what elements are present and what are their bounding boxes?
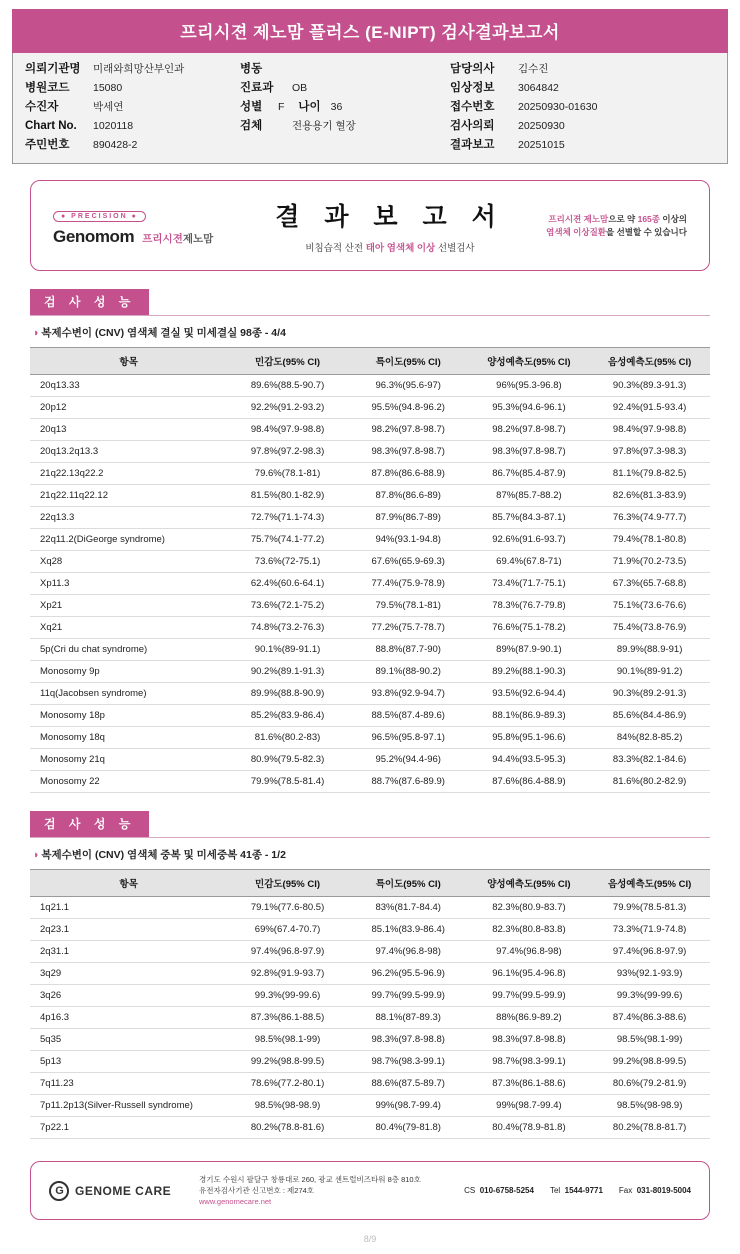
page-number: 8/9 (363, 1234, 377, 1244)
brand-name: Genomom (53, 226, 135, 246)
page-title: 프리시젼 제노맘 플러스 (E-NIPT) 검사결과보고서 (12, 9, 728, 53)
cell-npv: 75.4%(73.8-76.9) (589, 617, 710, 639)
cell-item: 22q11.2(DiGeorge syndrome) (30, 529, 227, 551)
cell-specificity: 99%(98.7-99.4) (348, 1095, 469, 1117)
cell-npv: 80.6%(79.2-81.9) (589, 1073, 710, 1095)
info-row (450, 81, 715, 96)
patient-info-column-1 (25, 62, 240, 153)
cell-specificity: 98.2%(97.8-98.7) (348, 419, 469, 441)
cell-npv: 73.3%(71.9-74.8) (589, 919, 710, 941)
info-label: 진료과 (240, 82, 274, 94)
info-value: 20250930 (518, 120, 565, 132)
table-header-row (30, 348, 710, 375)
cell-item: Xp21 (30, 595, 227, 617)
cell-specificity: 98.7%(98.3-99.1) (348, 1051, 469, 1073)
cell-item: Xq28 (30, 551, 227, 573)
info-label-age: 나이 (298, 101, 321, 113)
cell-item: Xq21 (30, 617, 227, 639)
cell-npv: 79.9%(78.5-81.3) (589, 897, 710, 919)
info-row (240, 100, 450, 115)
patient-info-box (12, 53, 728, 164)
company-address (199, 1174, 464, 1207)
info-label: 병동 (240, 63, 263, 75)
cell-sensitivity: 98.4%(97.9-98.8) (227, 419, 348, 441)
cell-specificity: 83%(81.7-84.4) (348, 897, 469, 919)
cell-specificity: 96.5%(95.8-97.1) (348, 727, 469, 749)
info-label: 접수번호 (450, 101, 495, 113)
cell-npv: 98.5%(98.1-99) (589, 1029, 710, 1051)
cell-ppv: 85.7%(84.3-87.1) (469, 507, 590, 529)
cell-sensitivity: 73.6%(72-75.1) (227, 551, 348, 573)
cell-ppv: 96.1%(95.4-96.8) (469, 963, 590, 985)
cell-item: 7p11.2p13(Silver-Russell syndrome) (30, 1095, 227, 1117)
cell-npv: 81.6%(80.2-82.9) (589, 771, 710, 793)
info-value: F (278, 101, 285, 113)
table-row (30, 1117, 710, 1139)
info-value: 890428-2 (93, 139, 138, 151)
cell-sensitivity: 81.6%(80.2-83) (227, 727, 348, 749)
info-label: Chart No. (25, 120, 77, 132)
cell-specificity: 99.7%(99.5-99.9) (348, 985, 469, 1007)
cell-item: 21q22.11q22.12 (30, 485, 227, 507)
column-header: 항목 (30, 348, 227, 375)
cell-npv: 90.3%(89.2-91.3) (589, 683, 710, 705)
cell-sensitivity: 80.9%(79.5-82.3) (227, 749, 348, 771)
report-title: 결 과 보 고 서 (275, 203, 505, 231)
table-row (30, 375, 710, 397)
table-header-row (30, 870, 710, 897)
performance-table-deletions (30, 347, 710, 793)
cell-item: 3q26 (30, 985, 227, 1007)
info-row (450, 100, 715, 115)
contact-info (464, 1186, 691, 1195)
table-row (30, 749, 710, 771)
address-line-2: 유전자검사기관 신고번호 : 제274호 (199, 1186, 315, 1195)
cell-sensitivity: 79.6%(78.1-81) (227, 463, 348, 485)
cell-ppv: 99.7%(99.5-99.9) (469, 985, 590, 1007)
cell-specificity: 93.8%(92.9-94.7) (348, 683, 469, 705)
table-row (30, 1051, 710, 1073)
cell-ppv: 98.2%(97.8-98.7) (469, 419, 590, 441)
cell-sensitivity: 97.4%(96.8-97.9) (227, 941, 348, 963)
cell-specificity: 87.9%(86.7-89) (348, 507, 469, 529)
cell-ppv: 76.6%(75.1-78.2) (469, 617, 590, 639)
cell-npv: 84%(82.8-85.2) (589, 727, 710, 749)
cell-npv: 89.9%(88.9-91) (589, 639, 710, 661)
cell-specificity: 80.4%(79-81.8) (348, 1117, 469, 1139)
cell-npv: 99.2%(98.8-99.5) (589, 1051, 710, 1073)
info-value: 박세연 (93, 101, 124, 113)
cell-npv: 97.8%(97.3-98.3) (589, 441, 710, 463)
table-row (30, 1007, 710, 1029)
cell-sensitivity: 79.9%(78.5-81.4) (227, 771, 348, 793)
info-row (450, 62, 715, 77)
cell-npv: 92.4%(91.5-93.4) (589, 397, 710, 419)
cell-npv: 71.9%(70.2-73.5) (589, 551, 710, 573)
info-label: 검체 (240, 120, 263, 132)
section-subtitle: ◑ 복제수변이 (CNV) 염색체 중복 및 미세중복 41종 - 1/2 (32, 849, 286, 861)
cell-ppv: 99%(98.7-99.4) (469, 1095, 590, 1117)
info-label: 주민번호 (25, 139, 70, 151)
cell-specificity: 85.1%(83.9-86.4) (348, 919, 469, 941)
cell-specificity: 96.2%(95.5-96.9) (348, 963, 469, 985)
cell-ppv: 88.1%(86.9-89.3) (469, 705, 590, 727)
tel-contact: Tel 1544-9771 (549, 1186, 603, 1195)
info-row (240, 119, 450, 134)
cell-sensitivity: 89.9%(88.8-90.9) (227, 683, 348, 705)
cell-sensitivity: 62.4%(60.6-64.1) (227, 573, 348, 595)
cell-sensitivity: 99.2%(98.8-99.5) (227, 1051, 348, 1073)
section-subtitle: ◑ 복제수변이 (CNV) 염색체 결실 및 미세결실 98종 - 4/4 (32, 327, 286, 339)
cell-item: 20q13.2q13.3 (30, 441, 227, 463)
website-link[interactable]: www.genomecare.net (199, 1197, 272, 1206)
cell-ppv: 82.3%(80.8-83.8) (469, 919, 590, 941)
info-value: 3064842 (518, 82, 559, 94)
info-value: 1020118 (93, 120, 134, 132)
cell-npv: 76.3%(74.9-77.7) (589, 507, 710, 529)
cell-npv: 80.2%(78.8-81.7) (589, 1117, 710, 1139)
cell-specificity: 79.5%(78.1-81) (348, 595, 469, 617)
info-row (25, 62, 240, 77)
cell-sensitivity: 78.6%(77.2-80.1) (227, 1073, 348, 1095)
cell-ppv: 98.3%(97.8-98.7) (469, 441, 590, 463)
table-row (30, 919, 710, 941)
report-note: 프리시젼 제노맘으로 약 165종 이상의 염색체 이상질환을 선별할 수 있습니다 (546, 213, 687, 237)
info-value: 미래와희망산부인과 (93, 63, 185, 75)
cell-item: Xp11.3 (30, 573, 227, 595)
cell-ppv: 69.4%(67.8-71) (469, 551, 590, 573)
info-value: 전용용기 혈장 (292, 120, 356, 132)
table-row (30, 1095, 710, 1117)
column-header: 음성예측도(95% CI) (589, 870, 710, 897)
info-row (25, 81, 240, 96)
cell-specificity: 89.1%(88-90.2) (348, 661, 469, 683)
cell-item: Monosomy 21q (30, 749, 227, 771)
column-header: 음성예측도(95% CI) (589, 348, 710, 375)
cell-sensitivity: 90.2%(89.1-91.3) (227, 661, 348, 683)
cell-npv: 67.3%(65.7-68.8) (589, 573, 710, 595)
cell-sensitivity: 85.2%(83.9-86.4) (227, 705, 348, 727)
cell-sensitivity: 79.1%(77.6-80.5) (227, 897, 348, 919)
column-header: 특이도(95% CI) (348, 870, 469, 897)
cell-npv: 87.4%(86.3-88.6) (589, 1007, 710, 1029)
cell-ppv: 82.3%(80.9-83.7) (469, 897, 590, 919)
cell-npv: 93%(92.1-93.9) (589, 963, 710, 985)
info-row (25, 119, 240, 134)
table-row (30, 897, 710, 919)
cell-item: Monosomy 22 (30, 771, 227, 793)
table-row (30, 617, 710, 639)
section-header (30, 811, 710, 838)
report-title-block (258, 197, 522, 254)
bullet-icon: ◑ (32, 849, 39, 861)
info-value: 20250930-01630 (518, 101, 598, 113)
cell-item: 7q11.23 (30, 1073, 227, 1095)
cell-specificity: 95.2%(94.4-96) (348, 749, 469, 771)
brand-name-kr: 프리시젼제노맘 (142, 232, 214, 245)
genome-care-name: GENOME CARE (75, 1183, 172, 1198)
cs-contact: CS 010-6758-5254 (464, 1186, 534, 1195)
cell-item: 5q35 (30, 1029, 227, 1051)
genome-care-mark-icon: G (49, 1181, 69, 1201)
info-row (240, 62, 450, 77)
cell-ppv: 96%(95.3-96.8) (469, 375, 590, 397)
cell-ppv: 86.7%(85.4-87.9) (469, 463, 590, 485)
cell-item: 2q31.1 (30, 941, 227, 963)
precision-badge: ● PRECISION ● (53, 211, 146, 222)
cell-specificity: 88.6%(87.5-89.7) (348, 1073, 469, 1095)
cell-sensitivity: 75.7%(74.1-77.2) (227, 529, 348, 551)
cell-ppv: 87%(85.7-88.2) (469, 485, 590, 507)
cell-npv: 90.1%(89-91.2) (589, 661, 710, 683)
info-label: 결과보고 (450, 139, 495, 151)
cell-item: Monosomy 18p (30, 705, 227, 727)
cell-sensitivity: 80.2%(78.8-81.6) (227, 1117, 348, 1139)
patient-info-column-2 (240, 62, 450, 153)
cell-ppv: 73.4%(71.7-75.1) (469, 573, 590, 595)
cell-item: Monosomy 9p (30, 661, 227, 683)
cell-npv: 98.5%(98-98.9) (589, 1095, 710, 1117)
info-value-age: 36 (330, 101, 343, 113)
table-row (30, 705, 710, 727)
section-performance-deletions (30, 289, 710, 793)
cell-specificity: 88.8%(87.7-90) (348, 639, 469, 661)
table-row (30, 441, 710, 463)
performance-table-duplications (30, 869, 710, 1139)
cell-ppv: 80.4%(78.9-81.8) (469, 1117, 590, 1139)
info-label: 수진자 (25, 101, 59, 113)
cell-item: 20q13 (30, 419, 227, 441)
cell-item: 5p13 (30, 1051, 227, 1073)
column-header: 특이도(95% CI) (348, 348, 469, 375)
cell-item: 22q13.3 (30, 507, 227, 529)
cell-ppv: 93.5%(92.6-94.4) (469, 683, 590, 705)
info-label: 의뢰기관명 (25, 63, 81, 75)
patient-info-column-3 (450, 62, 715, 153)
cell-sensitivity: 74.8%(73.2-76.3) (227, 617, 348, 639)
cell-specificity: 88.7%(87.6-89.9) (348, 771, 469, 793)
section-performance-duplications (30, 811, 710, 1139)
table-row (30, 397, 710, 419)
column-header: 양성예측도(95% CI) (469, 348, 590, 375)
table-row (30, 551, 710, 573)
cell-ppv: 95.8%(95.1-96.6) (469, 727, 590, 749)
cell-item: 20q13.33 (30, 375, 227, 397)
address-line-1: 경기도 수원시 팔달구 창룡대로 260, 광교 센트럴비즈타워 8층 810호 (199, 1175, 421, 1184)
cell-sensitivity: 92.2%(91.2-93.2) (227, 397, 348, 419)
cell-specificity: 88.1%(87-89.3) (348, 1007, 469, 1029)
cell-specificity: 98.3%(97.8-98.7) (348, 441, 469, 463)
cell-sensitivity: 98.5%(98-98.9) (227, 1095, 348, 1117)
info-label: 검사의뢰 (450, 120, 495, 132)
genome-care-logo (49, 1181, 199, 1201)
cell-ppv: 98.3%(97.8-98.8) (469, 1029, 590, 1051)
table-row (30, 529, 710, 551)
cell-npv: 82.6%(81.3-83.9) (589, 485, 710, 507)
cell-sensitivity: 99.3%(99-99.6) (227, 985, 348, 1007)
table-row (30, 1073, 710, 1095)
cell-sensitivity: 92.8%(91.9-93.7) (227, 963, 348, 985)
column-header: 양성예측도(95% CI) (469, 870, 590, 897)
table-row (30, 985, 710, 1007)
cell-npv: 97.4%(96.8-97.9) (589, 941, 710, 963)
cell-specificity: 67.6%(65.9-69.3) (348, 551, 469, 573)
column-header: 항목 (30, 870, 227, 897)
cell-item: 3q29 (30, 963, 227, 985)
section-title: 검 사 성 능 (30, 811, 149, 837)
cell-ppv: 98.7%(98.3-99.1) (469, 1051, 590, 1073)
info-value: OB (292, 82, 308, 94)
cell-npv: 98.4%(97.9-98.8) (589, 419, 710, 441)
cell-item: 21q22.13q22.2 (30, 463, 227, 485)
info-label: 담당의사 (450, 63, 495, 75)
table-row (30, 661, 710, 683)
cell-ppv: 89%(87.9-90.1) (469, 639, 590, 661)
cell-sensitivity: 69%(67.4-70.7) (227, 919, 348, 941)
cell-sensitivity: 72.7%(71.1-74.3) (227, 507, 348, 529)
table-row (30, 507, 710, 529)
cell-ppv: 88%(86.9-89.2) (469, 1007, 590, 1029)
cell-specificity: 95.5%(94.8-96.2) (348, 397, 469, 419)
table-row (30, 727, 710, 749)
table-row (30, 771, 710, 793)
cell-item: 4p16.3 (30, 1007, 227, 1029)
report-page (0, 9, 740, 1254)
table-row (30, 485, 710, 507)
cell-npv: 83.3%(82.1-84.6) (589, 749, 710, 771)
section-title: 검 사 성 능 (30, 289, 149, 315)
info-row (450, 119, 715, 134)
table-row (30, 941, 710, 963)
info-label: 임상정보 (450, 82, 495, 94)
cell-ppv: 95.3%(94.6-96.1) (469, 397, 590, 419)
cell-item: Monosomy 18q (30, 727, 227, 749)
table-body (30, 375, 710, 793)
bullet-icon: ◑ (32, 327, 39, 339)
cell-ppv: 89.2%(88.1-90.3) (469, 661, 590, 683)
column-header: 민감도(95% CI) (227, 348, 348, 375)
info-value: 김수진 (518, 63, 549, 75)
cell-ppv: 87.3%(86.1-88.6) (469, 1073, 590, 1095)
cell-sensitivity: 89.6%(88.5-90.7) (227, 375, 348, 397)
report-header-card (30, 180, 710, 271)
cell-item: 20p12 (30, 397, 227, 419)
cell-npv: 81.1%(79.8-82.5) (589, 463, 710, 485)
cell-sensitivity: 81.5%(80.1-82.9) (227, 485, 348, 507)
brand-logo (53, 205, 258, 247)
cell-sensitivity: 98.5%(98.1-99) (227, 1029, 348, 1051)
table-row (30, 1029, 710, 1051)
cell-specificity: 87.8%(86.6-88.9) (348, 463, 469, 485)
cell-specificity: 77.4%(75.9-78.9) (348, 573, 469, 595)
cell-item: 5p(Cri du chat syndrome) (30, 639, 227, 661)
info-value: 15080 (93, 82, 123, 94)
cell-npv: 85.6%(84.4-86.9) (589, 705, 710, 727)
cell-npv: 99.3%(99-99.6) (589, 985, 710, 1007)
cell-npv: 75.1%(73.6-76.6) (589, 595, 710, 617)
cell-specificity: 94%(93.1-94.8) (348, 529, 469, 551)
fax-contact: Fax 031-8019-5004 (618, 1186, 691, 1195)
section-header (30, 289, 710, 316)
cell-sensitivity: 90.1%(89-91.1) (227, 639, 348, 661)
cell-npv: 79.4%(78.1-80.8) (589, 529, 710, 551)
cell-specificity: 96.3%(95.6-97) (348, 375, 469, 397)
cell-item: 2q23.1 (30, 919, 227, 941)
info-label: 병원코드 (25, 82, 70, 94)
info-row (25, 138, 240, 153)
footer-card (30, 1161, 710, 1220)
info-value: 20251015 (518, 139, 565, 151)
column-header: 민감도(95% CI) (227, 870, 348, 897)
cell-specificity: 88.5%(87.4-89.6) (348, 705, 469, 727)
cell-specificity: 97.4%(96.8-98) (348, 941, 469, 963)
cell-sensitivity: 87.3%(86.1-88.5) (227, 1007, 348, 1029)
table-row (30, 639, 710, 661)
info-row (450, 138, 715, 153)
cell-specificity: 87.8%(86.6-89) (348, 485, 469, 507)
cell-ppv: 87.6%(86.4-88.9) (469, 771, 590, 793)
table-row (30, 573, 710, 595)
report-subtitle: 비침습적 산전 태아 염색체 이상 선별검사 (305, 243, 475, 254)
cell-ppv: 78.3%(76.7-79.8) (469, 595, 590, 617)
cell-specificity: 98.3%(97.8-98.8) (348, 1029, 469, 1051)
info-row (25, 100, 240, 115)
cell-ppv: 94.4%(93.5-95.3) (469, 749, 590, 771)
cell-sensitivity: 73.6%(72.1-75.2) (227, 595, 348, 617)
table-row (30, 963, 710, 985)
table-row (30, 683, 710, 705)
table-row (30, 595, 710, 617)
info-label: 성별 (240, 101, 263, 113)
table-body (30, 897, 710, 1139)
cell-item: 11q(Jacobsen syndrome) (30, 683, 227, 705)
cell-npv: 90.3%(89.3-91.3) (589, 375, 710, 397)
info-row (240, 81, 450, 96)
cell-item: 7p22.1 (30, 1117, 227, 1139)
cell-specificity: 77.2%(75.7-78.7) (348, 617, 469, 639)
table-row (30, 463, 710, 485)
cell-ppv: 92.6%(91.6-93.7) (469, 529, 590, 551)
cell-item: 1q21.1 (30, 897, 227, 919)
cell-sensitivity: 97.8%(97.2-98.3) (227, 441, 348, 463)
table-row (30, 419, 710, 441)
cell-ppv: 97.4%(96.8-98) (469, 941, 590, 963)
